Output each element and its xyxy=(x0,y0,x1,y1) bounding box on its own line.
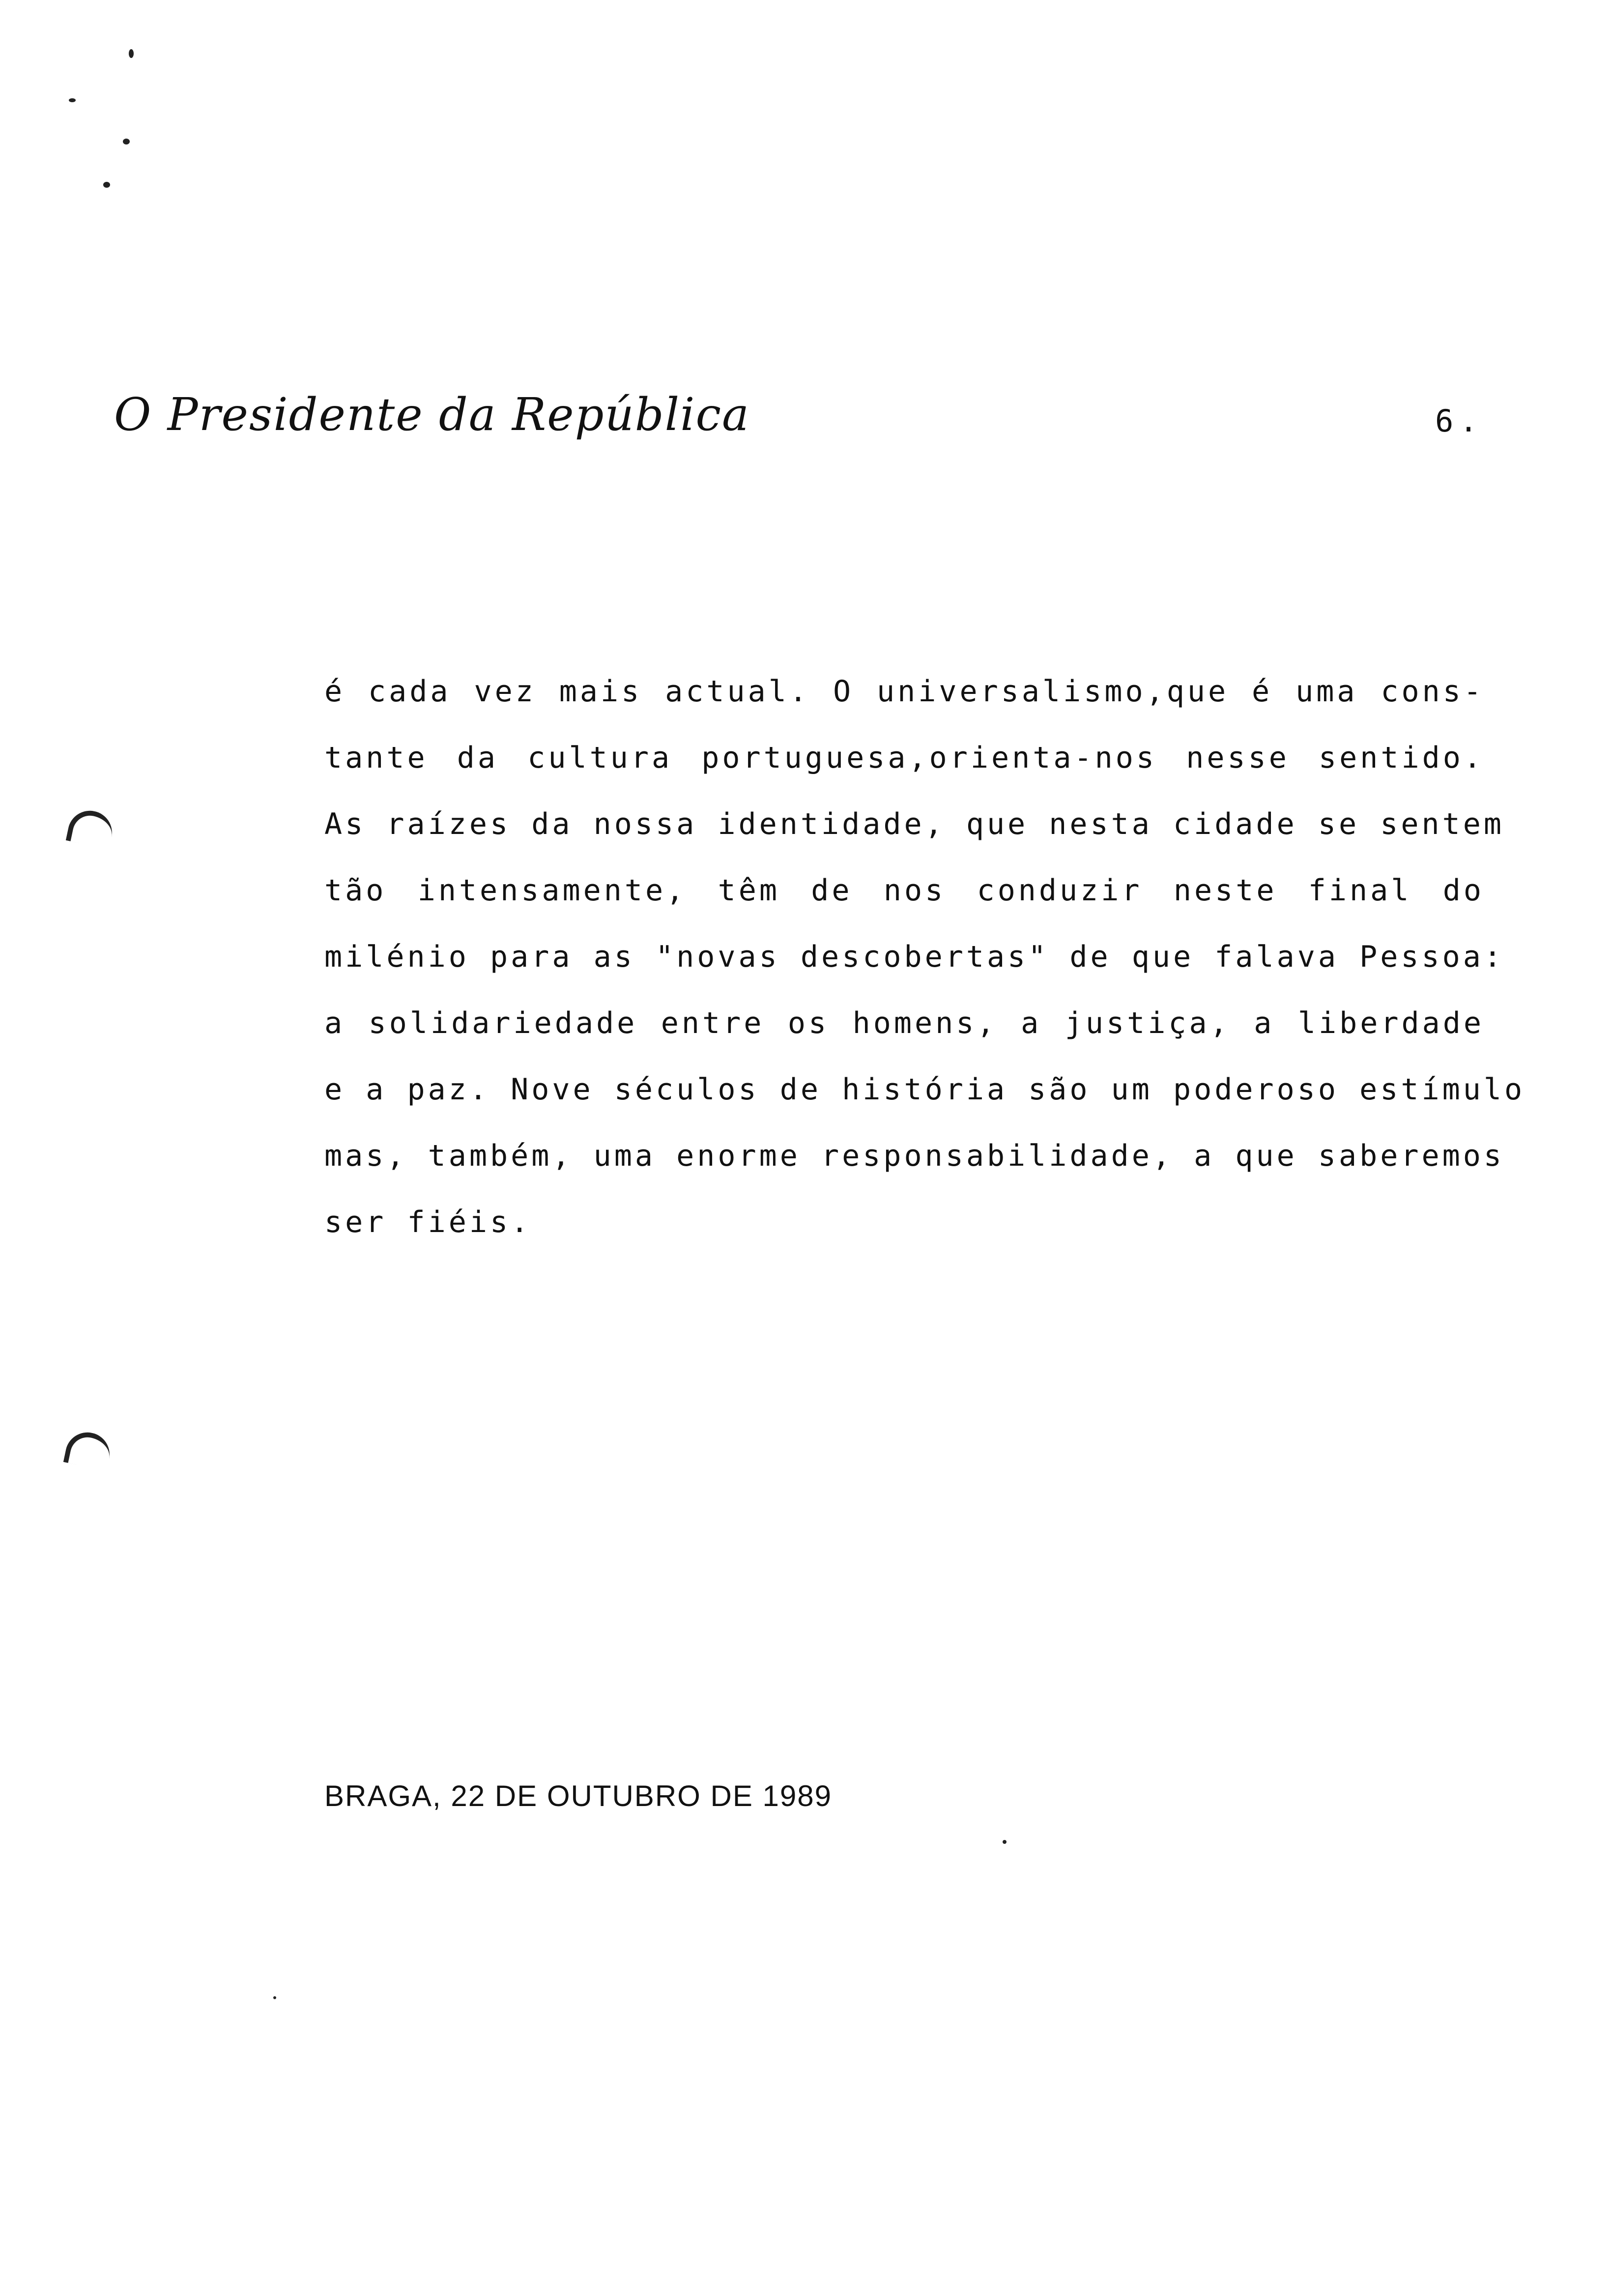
body-line: milénio para as "novas descobertas" de que falava Pessoa: xyxy=(324,940,1505,974)
body-text xyxy=(324,659,1526,1256)
scan-speck xyxy=(123,139,130,144)
scan-speck xyxy=(103,182,110,188)
body-line: As raízes da nossa identidade, que nesta cidade se sentem xyxy=(324,807,1505,841)
body-line: ser fiéis. xyxy=(324,1205,532,1239)
body-line: é cada vez mais actual. O universalismo,que é uma cons- xyxy=(324,674,1484,709)
scan-speck xyxy=(1003,1840,1007,1844)
punch-hole-mark xyxy=(63,1428,114,1471)
place-date-line: BRAGA, 22 DE OUTUBRO DE 1989 xyxy=(324,1779,832,1812)
body-line: tão intensamente, têm de nos conduzir neste final do xyxy=(324,873,1484,908)
body-line: mas, também, uma enorme responsabilidade, a que saberemos xyxy=(324,1139,1505,1173)
body-line: a solidariedade entre os homens, a justiça, a liberdade xyxy=(324,1006,1484,1040)
scan-speck xyxy=(273,1996,276,1999)
scan-speck xyxy=(129,49,134,58)
letterhead-signature: O Presidente da República xyxy=(114,388,750,441)
punch-hole-mark xyxy=(66,806,116,849)
page-number: 6. xyxy=(1435,403,1484,439)
body-line: e a paz. Nove séculos de história são um poderoso estímulo xyxy=(324,1072,1526,1107)
body-line: tante da cultura portuguesa,orienta-nos nesse sentido. xyxy=(324,741,1484,775)
scan-speck xyxy=(69,98,76,102)
